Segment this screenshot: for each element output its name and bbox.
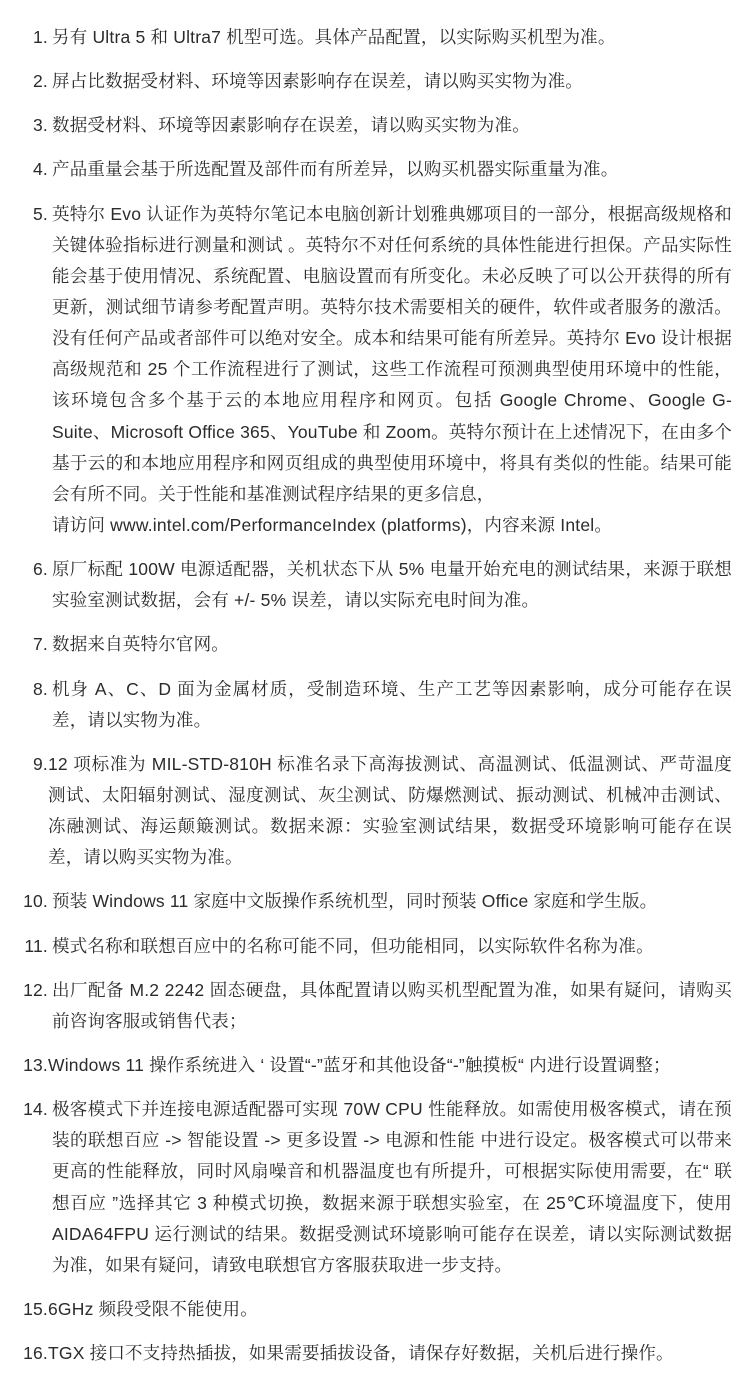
list-item-marker: 3. bbox=[33, 115, 48, 136]
list-item-text: 6GHz 频段受限不能使用。 bbox=[48, 1298, 258, 1319]
list-item-text: 数据受材料、环境等因素影响存在误差，请以购买实物为准。 bbox=[52, 115, 530, 136]
list-item bbox=[18, 749, 732, 874]
list-item-marker: 12. bbox=[23, 979, 48, 1000]
list-item-text-continuation: 请访问 www.intel.com/PerformanceIndex (platforms)，内容来源 Intel。 bbox=[52, 514, 613, 535]
list-item bbox=[18, 110, 732, 141]
list-item-text: 模式名称和联想百应中的名称可能不同，但功能相同，以实际软件名称为准。 bbox=[52, 935, 654, 956]
list-item-text bbox=[52, 199, 732, 542]
list-item-marker: 14. bbox=[23, 1099, 48, 1120]
list-item-text-part: 英特尔 Evo 认证作为英特尔笔记本电脑创新计划雅典娜项目的一部分，根据高级规格和关键体验指标进行测量和测试 。英特尔不对任何系统的具体性能进行担保。产品实际性能会基于使用情况、系统配置、电脑设置而有所变化。未必反映了可以公开获得的所有更新，测试细节请参考配置声明。英特尔技术需要相关的硬件，软件或者服务的激活。没有任何产品或者部件可以绝对安全。成本和结果可能有所差异。英持尔 Evo 设计根据高级规范和 25 个工作流程进行了测试，这些工作流程可预测典型使用环境中的性能，该环境包含多个基于云的本地应用程序和网页。包括 Google Chrome、Google G-Suite、Microsoft Office 365、YouTube 和 Zoom。英特尔预计在上述情况下，在由多个基于云的和本地应用程序和网页组成的典型使用环境中，将具有类似的性能。结果可能会有所不同。关于性能和基准测试程序结果的更多信息， bbox=[52, 203, 733, 504]
list-item-marker: 6. bbox=[33, 559, 48, 580]
list-item-marker: 10. bbox=[23, 891, 48, 912]
list-item-text: 极客模式下并连接电源适配器可实现 70W CPU 性能释放。如需使用极客模式，请在预装的联想百应 -> 智能设置 -> 更多设置 -> 电源和性能 中进行设定。极客模式可以带来更高的性能释放，同时风扇噪音和机器温度也有所提升，可根据实际使用需要，在“ 联想百应 ”选择其它 3 种模式切换，数据来源于联想实验室，在 25℃环境温度下，使用 AIDA64FPU 运行测试的结果。数据受测试环境影响可能存在误差，请以实际测试数据为准，如果有疑问，请致电联想官方客服获取进一步支持。 bbox=[52, 1099, 732, 1275]
list-item-marker: 5. bbox=[33, 203, 48, 224]
list-item-marker: 2. bbox=[33, 71, 48, 92]
list-item-marker: 16. bbox=[23, 1343, 48, 1364]
list-item-text: 出厂配备 M.2 2242 固态硬盘，具体配置请以购买机型配置为准，如果有疑问，请购买前咨询客服或销售代表； bbox=[52, 979, 732, 1031]
list-item-marker: 8. bbox=[33, 678, 48, 699]
list-item-text: 原厂标配 100W 电源适配器，关机状态下从 5% 电量开始充电的测试结果，来源于联想实验室测试数据，会有 +/- 5% 误差，请以实际充电时间为准。 bbox=[52, 559, 732, 611]
list-item-text: 数据来自英特尔官网。 bbox=[52, 634, 229, 655]
list-item-text: 预装 Windows 11 家庭中文版操作系统机型，同时预装 Office 家庭和学生版。 bbox=[52, 891, 658, 912]
list-item-marker: 1. bbox=[33, 27, 48, 47]
list-item bbox=[18, 554, 732, 616]
list-item-marker: 4. bbox=[33, 159, 48, 180]
list-item bbox=[18, 1338, 732, 1369]
list-item-text: TGX 接口不支持热插拔，如果需要插拔设备，请保存好数据，关机后进行操作。 bbox=[48, 1343, 674, 1364]
list-item bbox=[18, 66, 732, 97]
list-item bbox=[18, 1094, 732, 1281]
list-item-text: 产品重量会基于所选配置及部件而有所差异，以购买机器实际重量为准。 bbox=[52, 159, 619, 180]
list-item-marker: 9. bbox=[33, 753, 48, 774]
list-item-text: 机身 A、C、D 面为金属材质，受制造环境、生产工艺等因素影响，成分可能存在误差，请以实物为准。 bbox=[52, 678, 732, 730]
list-item bbox=[18, 886, 732, 917]
list-item bbox=[18, 1294, 732, 1325]
list-item bbox=[18, 931, 732, 962]
list-item-text: Windows 11 操作系统进入 ‘ 设置“-”蓝牙和其他设备“-”触摸板“ 内进行设置调整； bbox=[48, 1054, 671, 1075]
list-item-marker: 15. bbox=[23, 1298, 48, 1319]
list-item-text: 12 项标准为 MIL-STD-810H 标准名录下高海拔测试、高温测试、低温测试、严苛温度测试、太阳辐射测试、湿度测试、灰尘测试、防爆燃测试、振动测试、机械冲击测试、冻融测试、海运颠簸测试。数据来源：实验室测试结果，数据受环境影响可能存在误差，请以购买实物为准。 bbox=[48, 753, 732, 868]
list-item-marker: 11. bbox=[24, 935, 48, 956]
list-item bbox=[18, 1050, 732, 1081]
footnote-list bbox=[18, 22, 732, 1369]
list-item-text: 另有 Ultra 5 和 Ultra7 机型可选。具体产品配置，以实际购买机型为准。 bbox=[52, 27, 616, 47]
list-item bbox=[18, 154, 732, 185]
list-item bbox=[18, 22, 732, 53]
list-item-text: 屏占比数据受材料、环境等因素影响存在误差，请以购买实物为准。 bbox=[52, 71, 583, 92]
list-item bbox=[18, 674, 732, 736]
list-item bbox=[18, 629, 732, 660]
list-item bbox=[18, 199, 732, 542]
list-item-marker: 13. bbox=[23, 1054, 48, 1075]
list-item bbox=[18, 975, 732, 1037]
list-item-marker: 7. bbox=[33, 634, 48, 655]
